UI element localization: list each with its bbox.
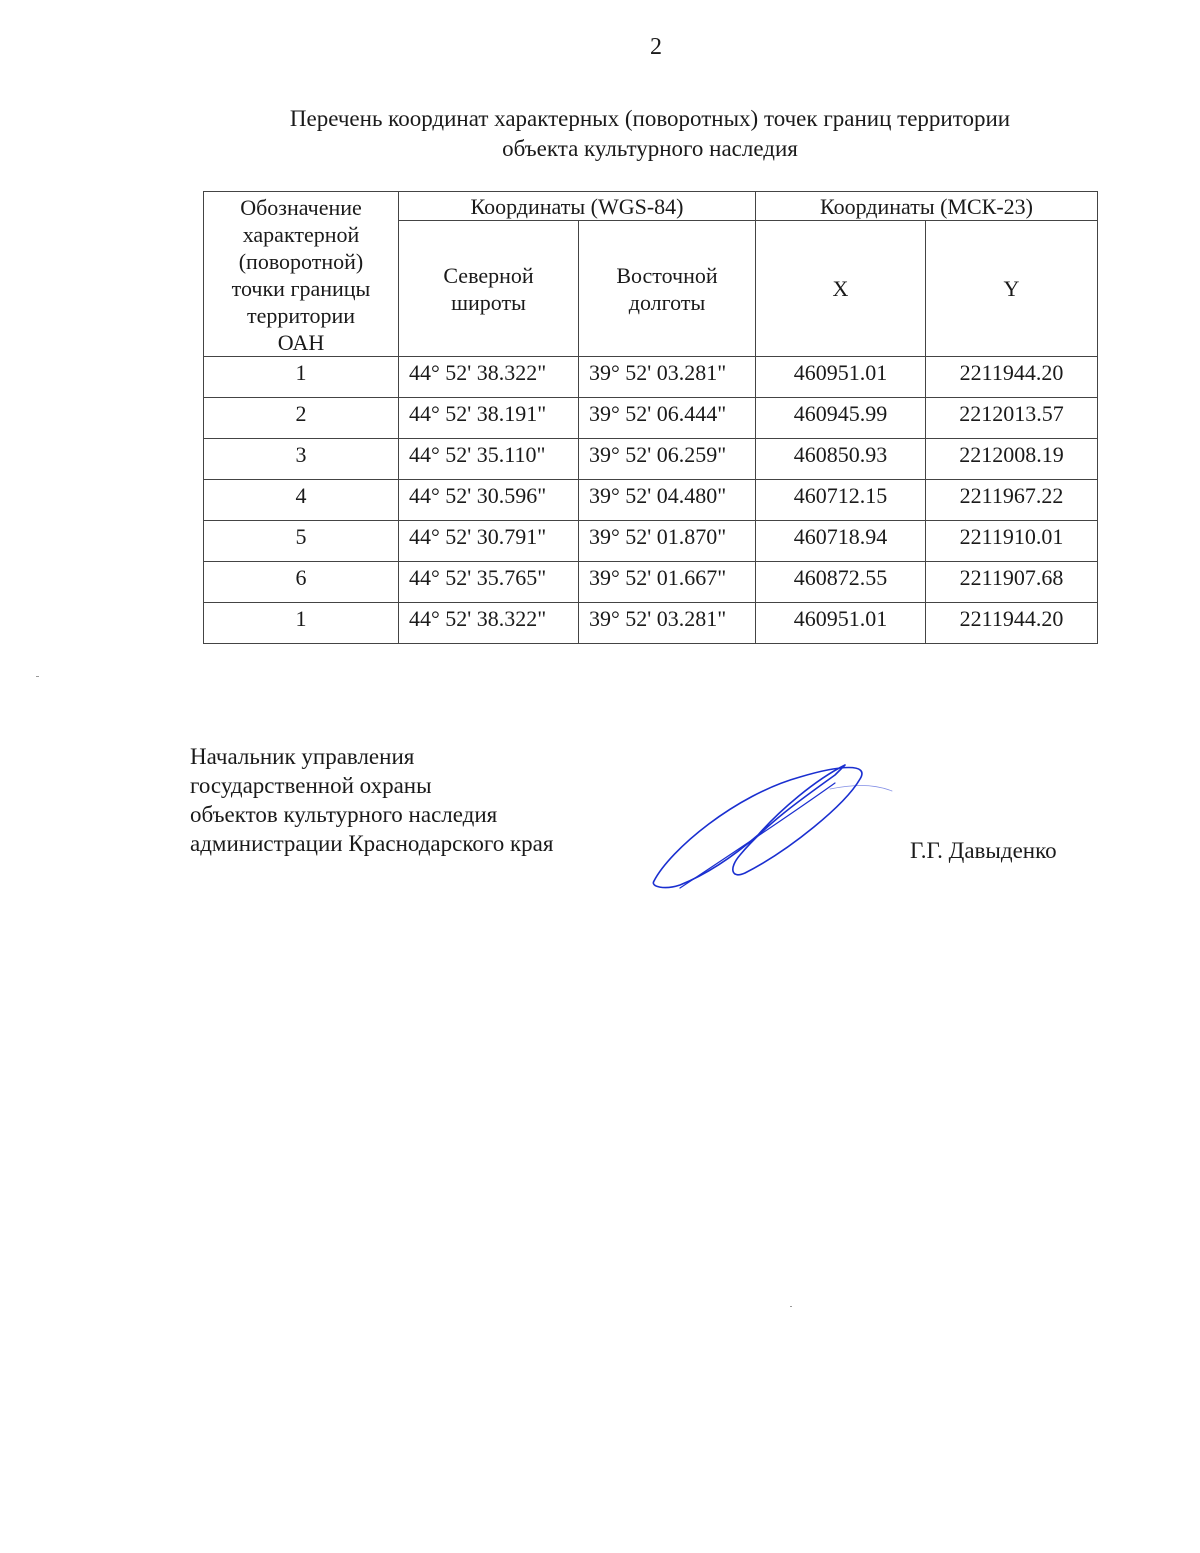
x-cell: 460872.55 (756, 562, 926, 603)
point-cell: 5 (204, 521, 399, 562)
point-cell: 2 (204, 398, 399, 439)
y-cell: 2211944.20 (926, 357, 1098, 398)
signatory-position-line: Начальник управления (190, 744, 415, 769)
y-cell: 2211907.68 (926, 562, 1098, 603)
x-cell: 460712.15 (756, 480, 926, 521)
coordinates-table (203, 191, 1098, 644)
signatory-position-line: администрации Краснодарского края (190, 831, 554, 856)
document-title (205, 104, 1095, 164)
latitude-cell: 44° 52' 38.322" (399, 357, 579, 398)
latitude-cell: 44° 52' 38.191" (399, 398, 579, 439)
x-cell: 460718.94 (756, 521, 926, 562)
msk23-header: Координаты (МСК-23) (756, 192, 1098, 221)
signatory-position (190, 742, 553, 858)
table-row (204, 357, 1098, 398)
scan-speck (36, 676, 39, 677)
handwritten-signature (640, 755, 900, 895)
latitude-header: Северной широты (399, 221, 579, 357)
y-cell: 2212008.19 (926, 439, 1098, 480)
point-cell: 6 (204, 562, 399, 603)
table-row (204, 480, 1098, 521)
longitude-cell: 39° 52' 06.444" (579, 398, 756, 439)
y-cell: 2211967.22 (926, 480, 1098, 521)
longitude-cell: 39° 52' 04.480" (579, 480, 756, 521)
signatory-name: Г.Г. Давыденко (910, 838, 1057, 863)
x-cell: 460850.93 (756, 439, 926, 480)
longitude-cell: 39° 52' 06.259" (579, 439, 756, 480)
y-cell: 2211910.01 (926, 521, 1098, 562)
table-row (204, 439, 1098, 480)
latitude-cell: 44° 52' 30.791" (399, 521, 579, 562)
point-designation-header: Обозначение характерной (поворотной) точки границы территории ОАН (204, 192, 399, 357)
point-cell: 4 (204, 480, 399, 521)
x-cell: 460951.01 (756, 603, 926, 644)
longitude-header: Восточной долготы (579, 221, 756, 357)
page-number: 2 (650, 34, 662, 60)
point-cell: 1 (204, 357, 399, 398)
point-cell: 3 (204, 439, 399, 480)
latitude-cell: 44° 52' 35.765" (399, 562, 579, 603)
x-cell: 460945.99 (756, 398, 926, 439)
longitude-cell: 39° 52' 03.281" (579, 603, 756, 644)
longitude-cell: 39° 52' 01.667" (579, 562, 756, 603)
longitude-cell: 39° 52' 03.281" (579, 357, 756, 398)
wgs84-header: Координаты (WGS-84) (399, 192, 756, 221)
signatory-position-line: государственной охраны (190, 773, 432, 798)
latitude-cell: 44° 52' 35.110" (399, 439, 579, 480)
table-row (204, 521, 1098, 562)
x-cell: 460951.01 (756, 357, 926, 398)
y-cell: 2211944.20 (926, 603, 1098, 644)
latitude-cell: 44° 52' 30.596" (399, 480, 579, 521)
y-cell: 2212013.57 (926, 398, 1098, 439)
document-title-line-1: Перечень координат характерных (поворотных) точек границ территории (289, 106, 1011, 131)
point-cell: 1 (204, 603, 399, 644)
table-row (204, 562, 1098, 603)
longitude-cell: 39° 52' 01.870" (579, 521, 756, 562)
x-header: X (756, 221, 926, 357)
scan-speck (790, 1306, 792, 1307)
table-row (204, 603, 1098, 644)
signatory-position-line: объектов культурного наследия (190, 802, 498, 827)
table-row (204, 398, 1098, 439)
latitude-cell: 44° 52' 38.322" (399, 603, 579, 644)
document-title-line-2: объекта культурного наследия (502, 136, 798, 161)
y-header: Y (926, 221, 1098, 357)
